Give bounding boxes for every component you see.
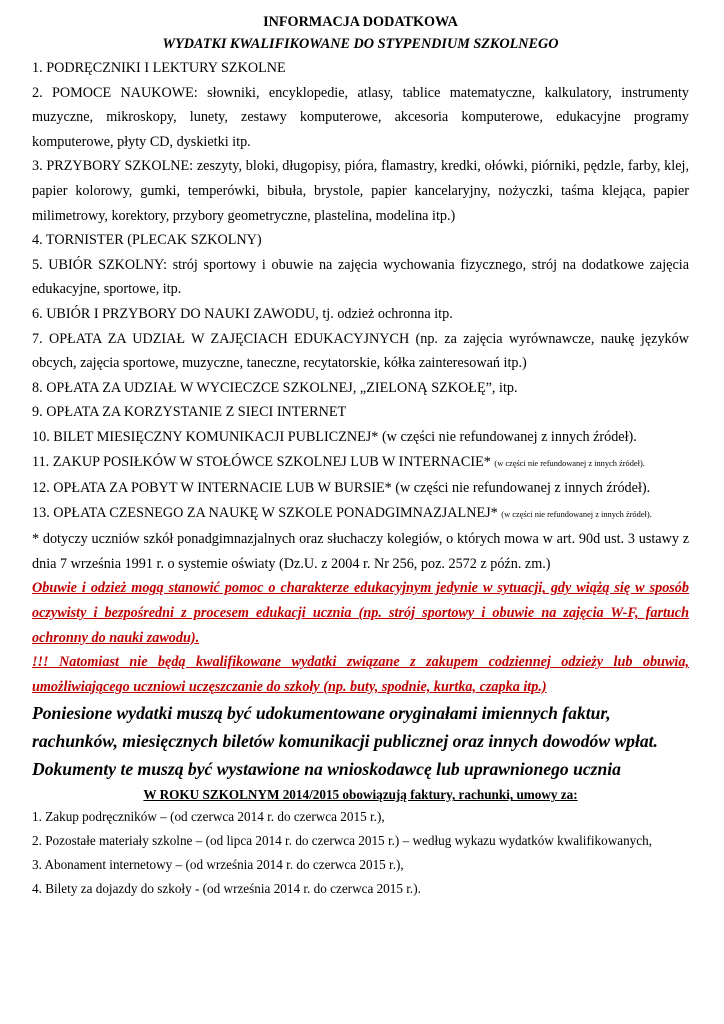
document-page — [32, 12, 689, 901]
list-item: 7. OPŁATA ZA UDZIAŁ W ZAJĘCIACH EDUKACYJNYCH (np. za zajęcia wyrównawcze, naukę języków obcych, zajęcia sportowe, muzyczne, taneczne, recytatorskie, kółka zainteresowań itp.) — [32, 330, 689, 372]
list-item: 9. OPŁATA ZA KORZYSTANIE Z SIECI INTERNET — [32, 404, 347, 421]
list-item-note: (w części nie refundowanej z innych źródeł). — [494, 458, 645, 468]
document-subtitle: WYDATKI KWALIFIKOWANE DO STYPENDIUM SZKOLNEGO — [162, 36, 559, 52]
warning-clothing-note: Obuwie i odzież mogą stanowić pomoc o charakterze edukacyjnym jedynie w sytuacji, gdy wiążą się w sposób oczywisty i bezpośredni z procesem edukacji ucznia (np. strój sportowy i obuwie na zajęcia W-F, fartuch ochronny do nauki zawodu). — [32, 580, 689, 646]
school-year-list — [32, 805, 689, 900]
warning-exclusion-note: !!! Natomiast nie będą kwalifikowane wydatki związane z zakupem codziennej odzieży lub obuwia, umożliwiającego uczniowi uczęszczanie do szkoły (np. buty, spodnie, kurtka, czapka itp.) — [32, 654, 689, 695]
list-item: 10. BILET MIESIĘCZNY KOMUNIKACJI PUBLICZNEJ* (w części nie refundowanej z innych źródeł). — [32, 428, 637, 445]
list-item-note: (w części nie refundowanej z innych źródeł). — [501, 509, 652, 519]
eligible-expenses-list — [32, 56, 689, 527]
list-item: 6. UBIÓR I PRZYBORY DO NAUKI ZAWODU, tj. odzież ochronna itp. — [32, 305, 453, 322]
year-list-item: 4. Bilety za dojazdy do szkoły - (od września 2014 r. do czerwca 2015 r.). — [32, 880, 421, 896]
list-item: 1. PODRĘCZNIKI I LEKTURY SZKOLNE — [32, 60, 286, 76]
list-item: 8. OPŁATA ZA UDZIAŁ W WYCIECZCE SZKOLNEJ, „ZIELONĄ SZKOŁĘ”, itp. — [32, 379, 518, 396]
documentation-recipient-requirement: Dokumenty te muszą być wystawione na wnioskodawcę lub uprawnionego ucznia — [32, 759, 621, 780]
list-item — [32, 450, 689, 477]
school-year-heading: W ROKU SZKOLNYM 2014/2015 obowiązują faktury, rachunki, umowy za: — [143, 787, 578, 803]
list-item: 12. OPŁATA ZA POBYT W INTERNACIE LUB W BURSIE* (w części nie refundowanej z innych źródeł). — [32, 480, 651, 497]
year-list-item: 2. Pozostałe materiały szkolne – (od lipca 2014 r. do czerwca 2015 r.) – według wykazu wydatków kwalifikowanych, — [32, 833, 653, 849]
footnote: * dotyczy uczniów szkół ponadgimnazjalnych oraz słuchaczy kolegiów, o których mowa w art. 90d ust. 3 ustawy z dnia 7 września 1991 r. o systemie oświaty (Dz.U. z 2004 r. Nr 256, poz. 2572 z późn. zm.) — [32, 531, 689, 572]
list-item: 4. TORNISTER (PLECAK SZKOLNY) — [32, 232, 262, 249]
document-title: INFORMACJA DODATKOWA — [263, 14, 458, 30]
list-item-text: 11. ZAKUP POSIŁKÓW W STOŁÓWCE SZKOLNEJ LUB W INTERNACIE* — [32, 453, 495, 470]
list-item-text: 13. OPŁATA CZESNEGO ZA NAUKĘ W SZKOLE PONADGIMNAZJALNEJ* — [32, 504, 502, 521]
list-item: 5. UBIÓR SZKOLNY: strój sportowy i obuwie na zajęcia wychowania fizycznego, strój na dodatkowe zajęcia edukacyjne, sportowe, itp. — [32, 256, 689, 298]
year-list-item: 1. Zakup podręczników – (od czerwca 2014 r. do czerwca 2015 r.), — [32, 809, 385, 825]
list-item — [32, 501, 689, 528]
year-list-item: 3. Abonament internetowy – (od września 2014 r. do czerwca 2015 r.), — [32, 857, 404, 873]
list-item: 3. PRZYBORY SZKOLNE: zeszyty, bloki, długopisy, pióra, flamastry, kredki, ołówki, piórniki, pędzle, farby, klej, papier kolorowy, gumki, temperówki, bibuła, brystole, papier kancelaryjny, nożyczki, taśma klejąca, papier milimetrowy, korektory, przybory geometryczne, plastelina, modelina itp.) — [32, 158, 689, 224]
list-item: 2. POMOCE NAUKOWE: słowniki, encyklopedie, atlasy, tablice matematyczne, kalkulatory, instrumenty muzyczne, mikroskopy, lunety, zestawy komputerowe, akcesoria komputerowe, edukacyjne programy komputerowe, płyty CD, dyskietki itp. — [32, 84, 689, 150]
documentation-requirement: Poniesione wydatki muszą być udokumentowane oryginałami imiennych faktur, rachunków, miesięcznych biletów komunikacji publicznej oraz innych dowodów wpłat. — [32, 703, 658, 752]
